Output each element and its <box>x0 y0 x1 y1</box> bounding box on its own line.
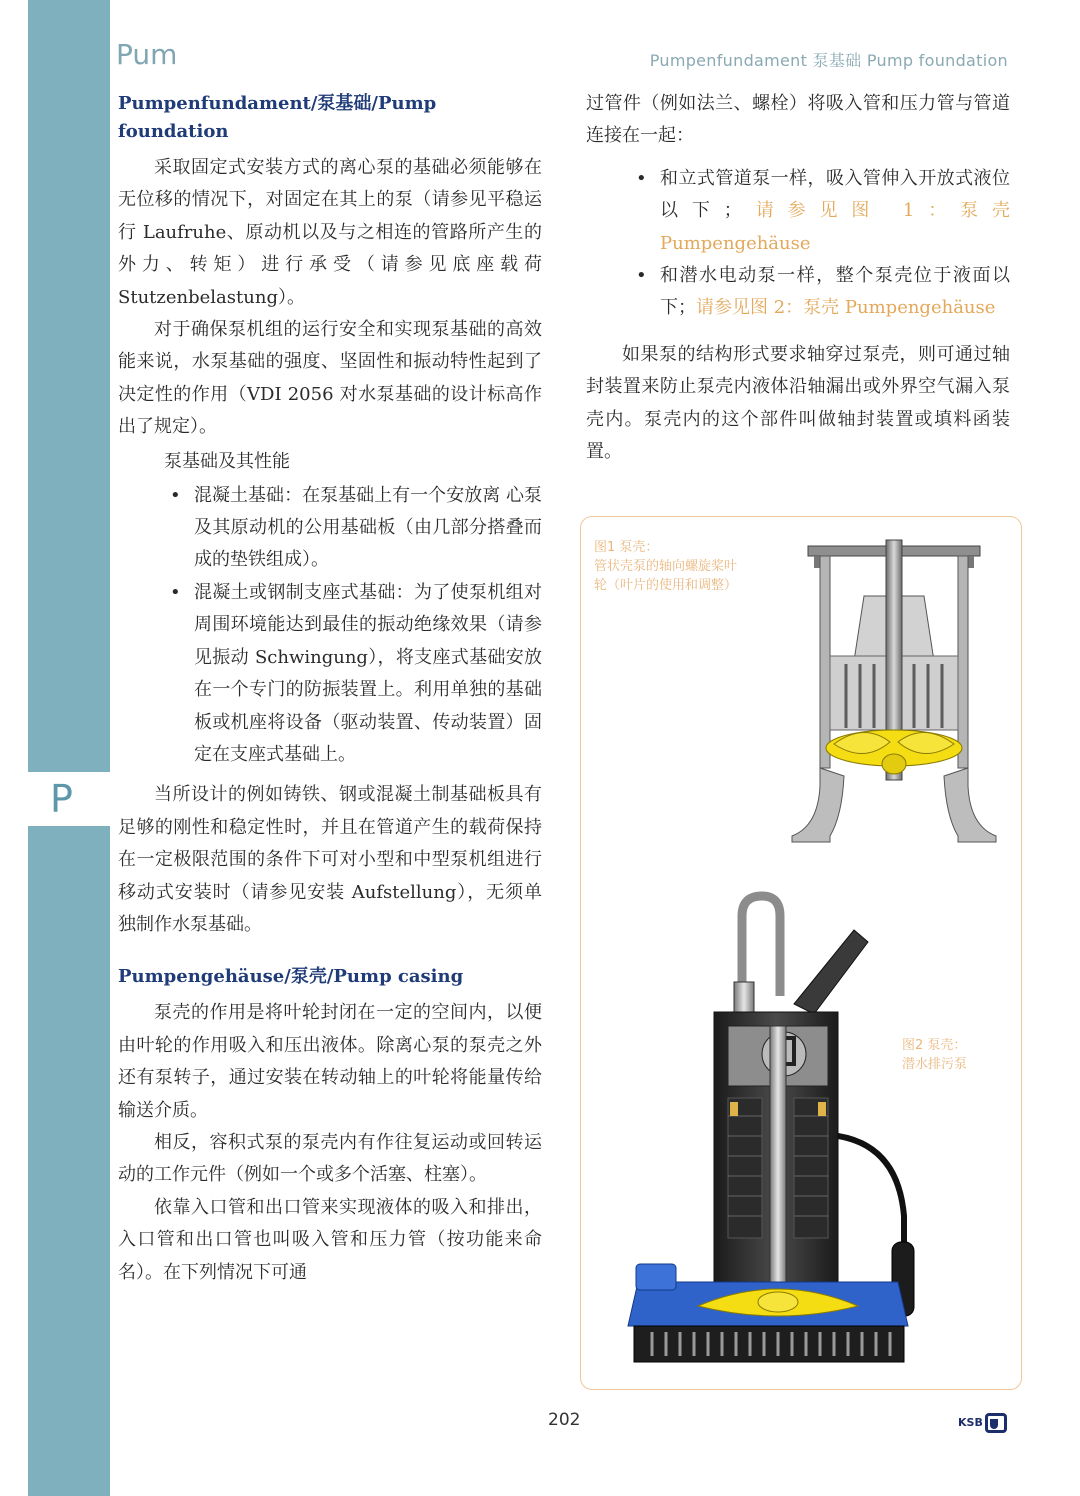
paragraph: 依靠入口管和出口管来实现液体的吸入和排出，入口管和出口管也叫吸入管和压力管（按功能来命名）。在下列情况下可通 <box>118 1196 542 1283</box>
paragraph: 过管件（例如法兰、螺栓）将吸入管和压力管与管道连接在一起： <box>586 93 1010 147</box>
ksb-logo <box>958 1412 1007 1434</box>
list-item-text: 和潜水电动泵一样，整个泵壳位于液面以下； <box>660 265 1010 319</box>
right-column <box>586 88 1010 468</box>
caption-line: 图1 泵壳： <box>594 540 659 555</box>
figure-reference: 请参见图 2：泵壳 Pumpengehäuse <box>696 297 996 319</box>
running-head-right: Pumpenfundament 泵基础 Pump foundation <box>649 51 1008 70</box>
paragraph: 对于确保泵机组的运行安全和实现泵基础的高效能来说，水泵基础的强度、坚固性和振动特性起到了决定性的作用（VDI 2056 对水泵基础的设计标高作出了规定）。 <box>118 319 542 438</box>
bullet-list <box>118 480 542 772</box>
list-item: • 混凝土基础：在泵基础上有一个安放离 心泵及其原动机的公用基础板（由几部分搭叠而成的垫铁组成）。 <box>118 480 542 577</box>
caption-line: 潜水排污泵 <box>902 1057 968 1072</box>
figure-reference: 请参见图 1：泵壳 Pumpengehäuse <box>660 200 1010 254</box>
section-title-casing: Pumpengehäuse/泵壳/Pump casing <box>118 966 464 988</box>
figure-1-illustration <box>784 536 1004 848</box>
caption-line: 图2 泵壳： <box>902 1038 967 1053</box>
subheading: 泵基础及其性能 <box>164 450 290 472</box>
paragraph: 如果泵的结构形式要求轴穿过泵壳，则可通过轴封装置来防止泵壳内液体沿轴漏出或外界空气漏入泵壳内。泵壳内的这个部件叫做轴封装置或填料函装置。 <box>586 343 1010 463</box>
running-head-left: Pum <box>116 38 178 71</box>
left-column <box>118 90 542 1289</box>
bullet-list <box>586 163 1010 325</box>
list-item-text: 和立式管道泵一样，吸入管伸入开放式液位以下； <box>660 167 1010 222</box>
paragraph: 采取固定式安装方式的离心泵的基础必须能够在无位移的情况下，对固定在其上的泵（请参见平稳运行 Laufruhe、原动机以及与之相连的管路所产生的外力、转矩）进行承受（请参见底座载荷 Stutzenbelastung）。 <box>118 157 542 308</box>
section-title-foundation: Pumpenfundament/泵基础/Pump foundation <box>118 93 437 142</box>
side-color-strip <box>28 0 110 1496</box>
figure-2-illustration <box>618 886 918 1372</box>
paragraph: 相反，容积式泵的泵壳内有作往复运动或回转运动的工作元件（例如一个或多个活塞、柱塞）。 <box>118 1131 542 1186</box>
list-item: • 混凝土或钢制支座式基础：为了使泵机组对周围环境能达到最佳的振动绝缘效果（请参见振动 Schwingung），将支座式基础安放在一个专门的防振装置上。利用单独的基础板或机座将设备（驱动装置、传动装置）固定在支座式基础上。 <box>118 577 542 771</box>
list-item <box>586 163 1010 260</box>
figure-1-caption <box>594 538 737 595</box>
logo-text: KSB <box>958 1416 983 1429</box>
caption-line: 管状壳泵的轴向螺旋桨叶 <box>594 559 738 574</box>
page-number: 202 <box>548 1410 581 1430</box>
caption-line: 轮（叶片的使用和调整） <box>594 578 738 593</box>
paragraph: 泵壳的作用是将叶轮封闭在一定的空间内，以便由叶轮的作用吸入和压出液体。除离心泵的泵壳之外还有泵转子，通过安装在转动轴上的叶轮将能量传给输送介质。 <box>118 1002 542 1121</box>
side-letter: P <box>50 777 73 821</box>
list-item <box>586 260 1010 325</box>
ksb-logo-icon <box>985 1413 1007 1433</box>
paragraph: 当所设计的例如铸铁、钢或混凝土制基础板具有足够的刚性和稳定性时，并且在管道产生的载荷保持在一定极限范围的条件下可对小型和中型泵机组进行移动式安装时（请参见安装 Aufstellung），无须单独制作水泵基础。 <box>118 784 542 935</box>
